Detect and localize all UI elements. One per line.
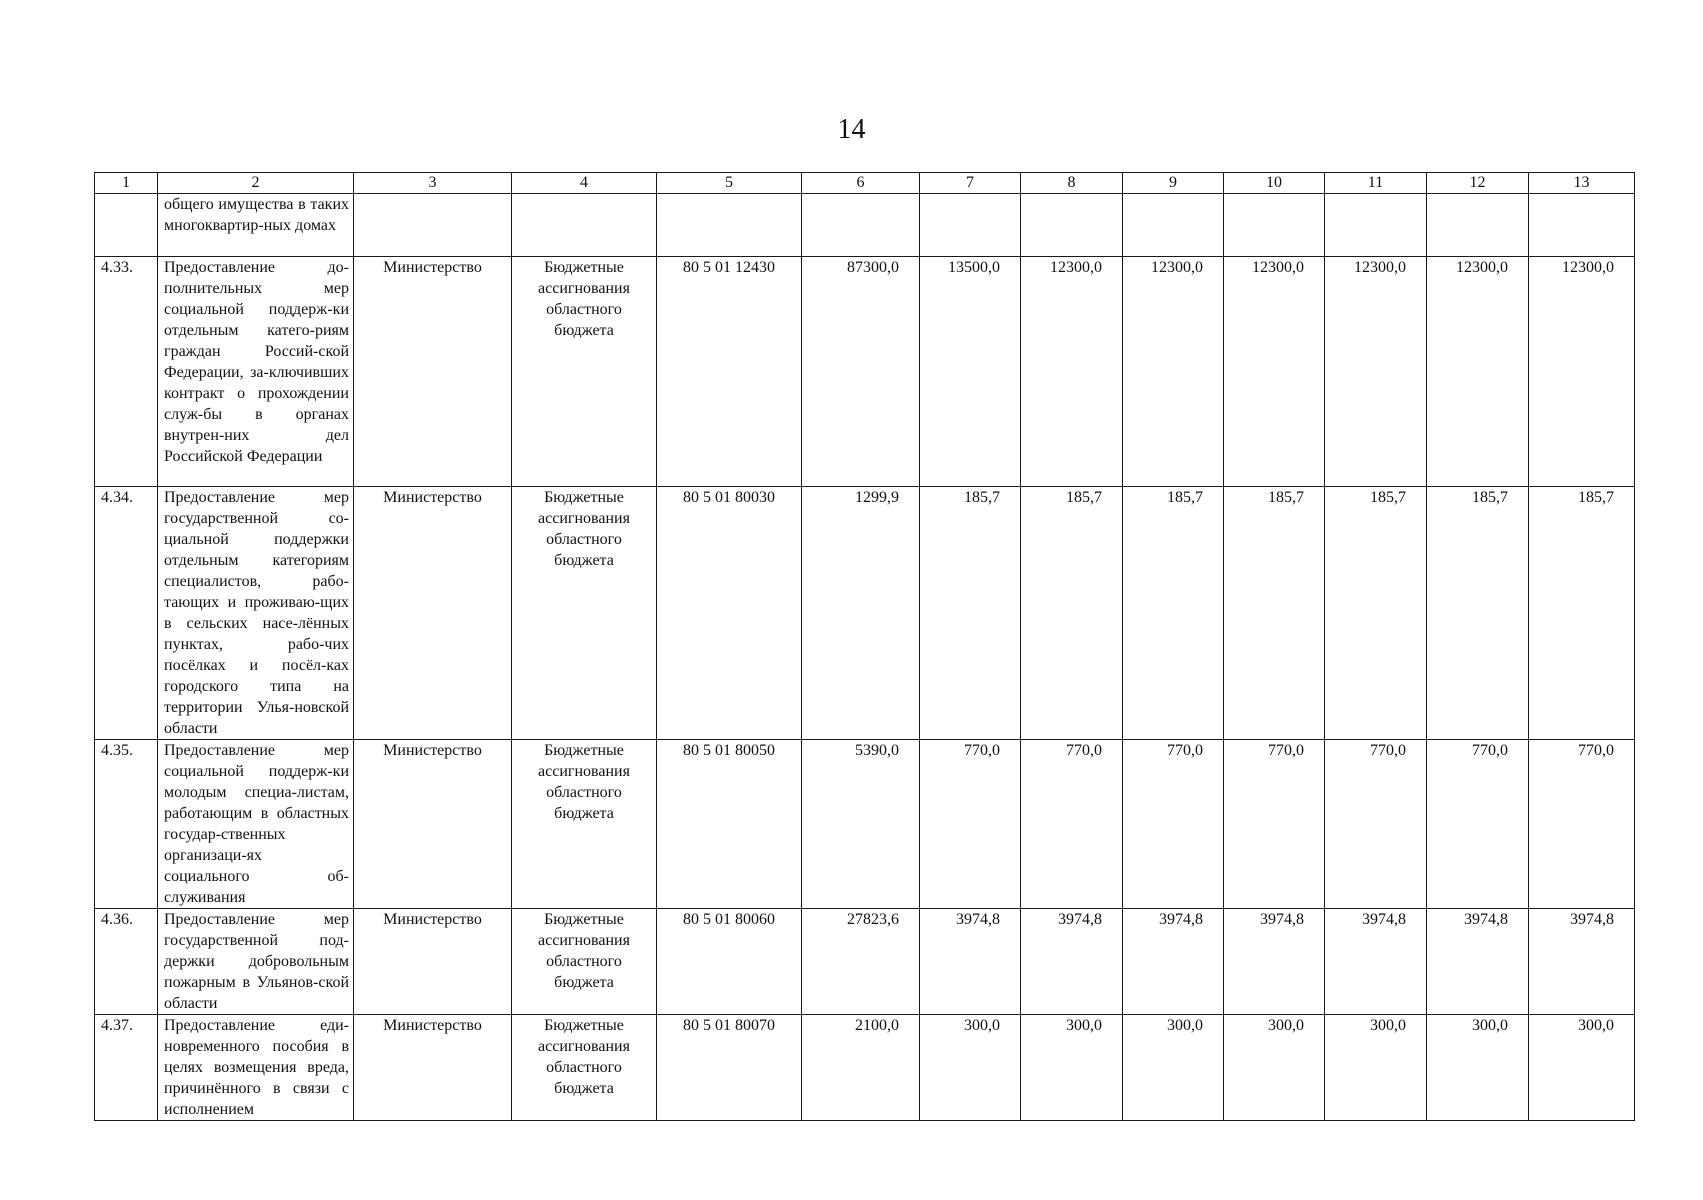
column-header: 11: [1325, 173, 1427, 194]
table-row: [95, 487, 1635, 740]
year-value: 185,7: [1123, 487, 1224, 740]
year-value: 300,0: [1325, 1015, 1427, 1121]
year-value: 185,7: [1325, 487, 1427, 740]
table-row: [95, 909, 1635, 1015]
column-header: 4: [512, 173, 657, 194]
table-row: [95, 740, 1635, 909]
column-header: 2: [158, 173, 354, 194]
column-header: 1: [95, 173, 158, 194]
year-value: 770,0: [1021, 740, 1123, 909]
column-header: 13: [1529, 173, 1635, 194]
continued-row: [95, 194, 1635, 257]
column-header: 5: [657, 173, 802, 194]
executor: Министерство: [354, 1015, 512, 1121]
empty-cell: [1325, 194, 1427, 257]
year-value: 300,0: [920, 1015, 1021, 1121]
column-header: 3: [354, 173, 512, 194]
empty-cell: [1123, 194, 1224, 257]
year-value: 3974,8: [920, 909, 1021, 1015]
year-value: 300,0: [1021, 1015, 1123, 1121]
year-value: 3974,8: [1325, 909, 1427, 1015]
year-value: 300,0: [1123, 1015, 1224, 1121]
column-header: 8: [1021, 173, 1123, 194]
year-value: 770,0: [1529, 740, 1635, 909]
year-value: 12300,0: [1325, 257, 1427, 487]
funding-source: Бюджетные ассигнования областного бюджета: [512, 909, 657, 1015]
year-value: 300,0: [1224, 1015, 1325, 1121]
table-row: [95, 1015, 1635, 1121]
table-row: [95, 257, 1635, 487]
year-value: 13500,0: [920, 257, 1021, 487]
empty-cell: [1529, 194, 1635, 257]
row-number-cell: [95, 194, 158, 257]
year-value: 3974,8: [1021, 909, 1123, 1015]
total-value: 5390,0: [802, 740, 920, 909]
year-value: 770,0: [1224, 740, 1325, 909]
funding-source: Бюджетные ассигнования областного бюджета: [512, 1015, 657, 1121]
year-value: 300,0: [1529, 1015, 1635, 1121]
executor: Министерство: [354, 257, 512, 487]
year-value: 185,7: [1427, 487, 1529, 740]
row-number: 4.33.: [95, 257, 158, 487]
page-number: 14: [837, 114, 866, 145]
column-header: 6: [802, 173, 920, 194]
year-value: 3974,8: [1529, 909, 1635, 1015]
budget-code: 80 5 01 80070: [657, 1015, 802, 1121]
funding-source: Бюджетные ассигнования областного бюджета: [512, 487, 657, 740]
total-value: 27823,6: [802, 909, 920, 1015]
budget-table: [94, 172, 1635, 1121]
executor: Министерство: [354, 740, 512, 909]
executor: Министерство: [354, 909, 512, 1015]
total-value: 87300,0: [802, 257, 920, 487]
column-number-row: [95, 173, 1635, 194]
year-value: 3974,8: [1427, 909, 1529, 1015]
year-value: 3974,8: [1224, 909, 1325, 1015]
budget-code: 80 5 01 12430: [657, 257, 802, 487]
measure-name: Предоставление мер государственной со-циальной поддержки отдельным категориям специалистов, рабо-тающих и проживаю-щих в сельских насе-лённых пунктах, рабо-чих посёлках и посёл-ках городского типа на территории Улья-новской области: [158, 487, 354, 740]
year-value: 300,0: [1427, 1015, 1529, 1121]
budget-code: 80 5 01 80030: [657, 487, 802, 740]
empty-cell: [354, 194, 512, 257]
funding-source: Бюджетные ассигнования областного бюджета: [512, 257, 657, 487]
year-value: 185,7: [1021, 487, 1123, 740]
measure-name: Предоставление мер государственной под-держки добровольным пожарным в Ульянов-ской области: [158, 909, 354, 1015]
empty-cell: [802, 194, 920, 257]
year-value: 3974,8: [1123, 909, 1224, 1015]
row-number: 4.34.: [95, 487, 158, 740]
column-header: 10: [1224, 173, 1325, 194]
year-value: 185,7: [1529, 487, 1635, 740]
year-value: 770,0: [1325, 740, 1427, 909]
year-value: 12300,0: [1123, 257, 1224, 487]
empty-cell: [920, 194, 1021, 257]
row-number: 4.35.: [95, 740, 158, 909]
year-value: 770,0: [920, 740, 1021, 909]
column-header: 9: [1123, 173, 1224, 194]
year-value: 185,7: [1224, 487, 1325, 740]
year-value: 770,0: [1123, 740, 1224, 909]
measure-name: Предоставление до-полнительных мер социальной поддерж-ки отдельным катего-риям граждан Россий-ской Федерации, за-ключивших контракт о прохождении служ-бы в органах внутрен-них дел Российской Федерации: [158, 257, 354, 487]
empty-cell: [512, 194, 657, 257]
empty-cell: [1224, 194, 1325, 257]
executor: Министерство: [354, 487, 512, 740]
column-header: 12: [1427, 173, 1529, 194]
total-value: 2100,0: [802, 1015, 920, 1121]
measure-name: Предоставление мер социальной поддерж-ки молодым специа-листам, работающим в областных государ-ственных организаци-ях социального об-служивания: [158, 740, 354, 909]
empty-cell: [1021, 194, 1123, 257]
empty-cell: [657, 194, 802, 257]
measure-name: Предоставление еди-новременного пособия в целях возмещения вреда, причинённого в связи с исполнением: [158, 1015, 354, 1121]
column-header: 7: [920, 173, 1021, 194]
year-value: 12300,0: [1224, 257, 1325, 487]
budget-code: 80 5 01 80050: [657, 740, 802, 909]
year-value: 12300,0: [1427, 257, 1529, 487]
year-value: 770,0: [1427, 740, 1529, 909]
year-value: 12300,0: [1529, 257, 1635, 487]
budget-code: 80 5 01 80060: [657, 909, 802, 1015]
continued-name-cell: общего имущества в таких многоквартир-ных домах: [158, 194, 354, 257]
year-value: 185,7: [920, 487, 1021, 740]
total-value: 1299,9: [802, 487, 920, 740]
year-value: 12300,0: [1021, 257, 1123, 487]
row-number: 4.37.: [95, 1015, 158, 1121]
row-number: 4.36.: [95, 909, 158, 1015]
empty-cell: [1427, 194, 1529, 257]
funding-source: Бюджетные ассигнования областного бюджета: [512, 740, 657, 909]
